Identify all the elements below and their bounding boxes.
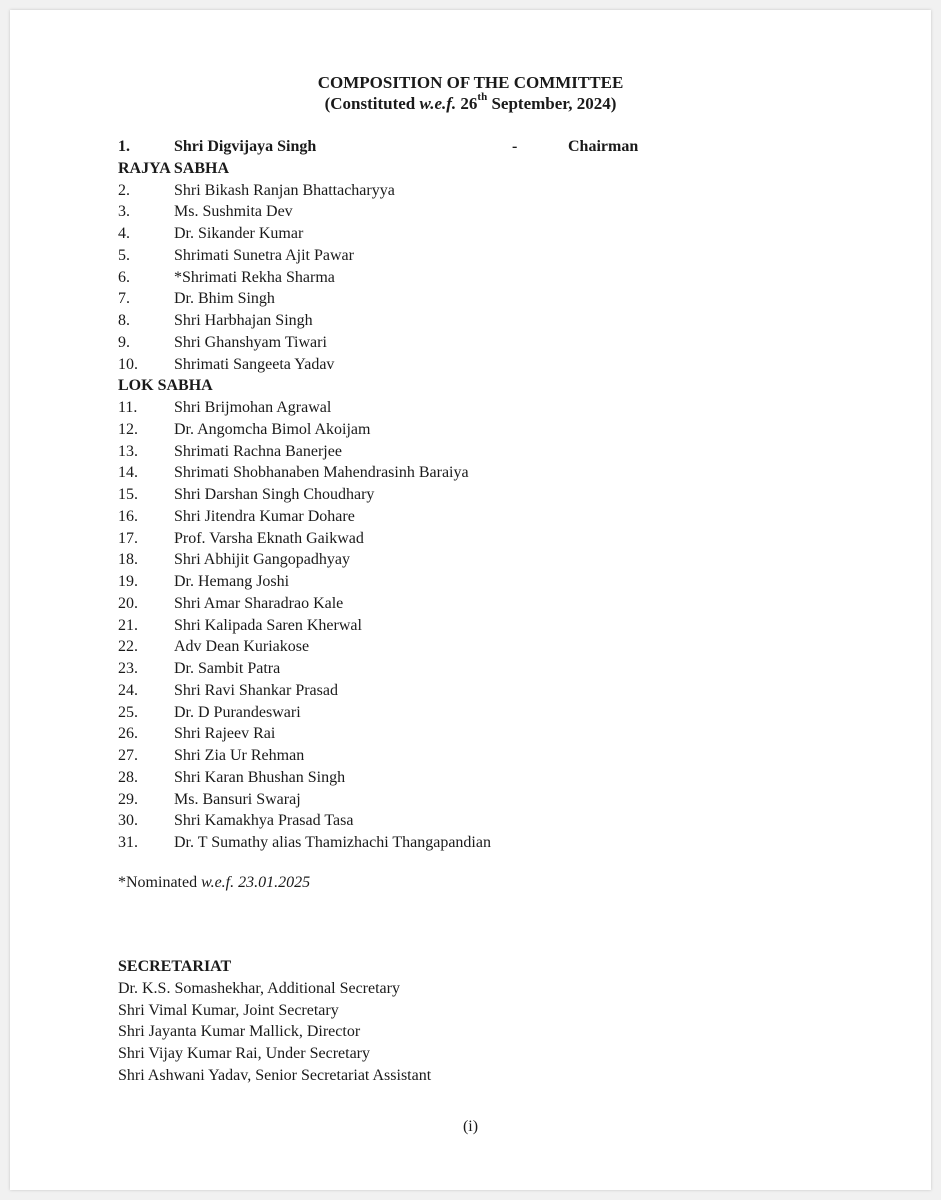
member-name: Shri Kalipada Saren Kherwal xyxy=(174,616,362,634)
lok-sabha-members xyxy=(118,397,838,854)
member-name: Ms. Bansuri Swaraj xyxy=(174,790,301,808)
chairman-role: Chairman xyxy=(568,138,639,155)
member-name: Shrimati Sangeeta Yadav xyxy=(174,355,335,373)
member-row xyxy=(118,528,838,550)
member-number: 21. xyxy=(118,616,138,634)
member-row xyxy=(118,245,838,267)
member-number: 15. xyxy=(118,486,138,503)
secretariat-heading: SECRETARIAT xyxy=(118,958,232,975)
nomination-note xyxy=(118,872,310,894)
member-number: 31. xyxy=(118,834,138,851)
member-name: Shrimati Rachna Banerjee xyxy=(174,442,342,460)
member-number: 25. xyxy=(118,703,138,721)
member-name: Ms. Sushmita Dev xyxy=(174,203,293,221)
member-number: 2. xyxy=(118,181,130,199)
member-number: 23. xyxy=(118,660,138,677)
member-row xyxy=(118,310,838,332)
member-row xyxy=(118,767,838,789)
member-name: Dr. Angomcha Bimol Akoijam xyxy=(174,420,371,438)
member-row xyxy=(118,789,838,811)
member-row xyxy=(118,593,838,615)
member-row xyxy=(118,288,838,310)
member-number: 28. xyxy=(118,768,138,786)
member-row xyxy=(118,658,838,680)
member-number: 16. xyxy=(118,507,138,525)
member-name: Shri Jitendra Kumar Dohare xyxy=(174,507,355,525)
member-number: 22. xyxy=(118,638,138,656)
member-number: 1. xyxy=(118,138,130,155)
member-name: Shri Ravi Shankar Prasad xyxy=(174,681,338,699)
member-number: 10. xyxy=(118,355,138,373)
member-number: 12. xyxy=(118,420,138,438)
member-name: Dr. Sikander Kumar xyxy=(174,225,304,242)
member-row xyxy=(118,354,838,376)
member-name: Shri Amar Sharadrao Kale xyxy=(174,594,344,612)
secretariat-member: Dr. K.S. Somashekhar, Additional Secretary xyxy=(118,979,400,997)
page-number: (i) xyxy=(462,1118,479,1135)
member-name: Shri Zia Ur Rehman xyxy=(174,747,305,764)
member-name: *Shrimati Rekha Sharma xyxy=(174,268,335,286)
member-name: Dr. T Sumathy alias Thamizhachi Thangapandian xyxy=(174,834,491,851)
member-number: 13. xyxy=(118,442,138,460)
secretariat-member: Shri Ashwani Yadav, Senior Secretariat Assistant xyxy=(118,1066,432,1084)
secretariat-member: Shri Jayanta Kumar Mallick, Director xyxy=(118,1023,361,1041)
member-row xyxy=(118,615,838,637)
member-row xyxy=(118,267,838,289)
member-number: 3. xyxy=(118,203,130,221)
member-row xyxy=(118,441,838,463)
member-number: 26. xyxy=(118,725,138,743)
member-row xyxy=(118,223,838,245)
subtitle-day: 26 xyxy=(456,94,478,113)
member-name: Shri Rajeev Rai xyxy=(174,725,276,743)
member-number: 9. xyxy=(118,333,130,351)
member-row xyxy=(118,810,838,832)
subtitle-prefix: (Constituted xyxy=(324,94,420,113)
member-number: 24. xyxy=(118,681,138,699)
member-name: Shri Ghanshyam Tiwari xyxy=(174,333,327,351)
member-row xyxy=(118,506,838,528)
member-name: Dr. Bhim Singh xyxy=(174,290,275,308)
member-number: 5. xyxy=(118,246,130,264)
secretariat-section xyxy=(118,956,431,1087)
member-number: 14. xyxy=(118,464,138,482)
member-row xyxy=(118,702,838,724)
member-name: Shri Darshan Singh Choudhary xyxy=(174,486,375,503)
member-number: 29. xyxy=(118,790,138,808)
member-number: 11. xyxy=(118,399,138,416)
member-row xyxy=(118,397,838,419)
note-date: w.e.f. 23.01.2025 xyxy=(201,874,311,891)
member-name: Dr. Sambit Patra xyxy=(174,660,281,677)
member-name: Shri Harbhajan Singh xyxy=(174,312,313,329)
member-row xyxy=(118,180,838,202)
chairman-row xyxy=(118,136,838,158)
member-name: Shri Bikash Ranjan Bhattacharyya xyxy=(174,181,395,199)
subtitle-day-suffix: th xyxy=(477,91,488,104)
member-row xyxy=(118,636,838,658)
lok-sabha-heading: LOK SABHA xyxy=(118,377,213,395)
member-row xyxy=(118,680,838,702)
secretariat-member: Shri Vimal Kumar, Joint Secretary xyxy=(118,1001,339,1019)
member-name: Shrimati Sunetra Ajit Pawar xyxy=(174,246,354,264)
member-list xyxy=(118,136,838,854)
member-number: 19. xyxy=(118,573,138,590)
secretariat-member: Shri Vijay Kumar Rai, Under Secretary xyxy=(118,1045,371,1063)
member-row xyxy=(118,723,838,745)
member-number: 18. xyxy=(118,551,138,569)
member-name: Shri Kamakhya Prasad Tasa xyxy=(174,812,354,830)
member-row xyxy=(118,571,838,593)
committee-title: COMPOSITION OF THE COMMITTEE xyxy=(317,73,624,92)
member-number: 6. xyxy=(118,268,130,286)
member-number: 4. xyxy=(118,225,130,242)
member-row xyxy=(118,484,838,506)
member-name: Dr. Hemang Joshi xyxy=(174,573,290,590)
member-name: Shrimati Shobhanaben Mahendrasinh Baraiya xyxy=(174,464,469,482)
member-row xyxy=(118,832,838,854)
note-prefix: *Nominated xyxy=(118,874,202,891)
subtitle-suffix: September, 2024) xyxy=(487,94,617,113)
subtitle-wef: w.e.f. xyxy=(419,94,457,113)
member-name: Prof. Varsha Eknath Gaikwad xyxy=(174,529,364,547)
member-row xyxy=(118,332,838,354)
constitution-date-subtitle xyxy=(0,93,941,115)
chairman-dash: - xyxy=(512,138,518,155)
member-row xyxy=(118,745,838,767)
member-name: Shri Brijmohan Agrawal xyxy=(174,399,332,416)
member-row xyxy=(118,462,838,484)
member-number: 8. xyxy=(118,312,130,329)
member-number: 27. xyxy=(118,747,138,764)
member-name: Adv Dean Kuriakose xyxy=(174,638,310,656)
member-row xyxy=(118,201,838,223)
member-number: 20. xyxy=(118,594,138,612)
member-row xyxy=(118,419,838,441)
member-number: 30. xyxy=(118,812,138,830)
rajya-sabha-heading: RAJYA SABHA xyxy=(118,159,229,177)
member-name: Shri Abhijit Gangopadhyay xyxy=(174,551,350,569)
rajya-sabha-members xyxy=(118,180,838,376)
member-name: Dr. D Purandeswari xyxy=(174,703,301,721)
member-name: Shri Karan Bhushan Singh xyxy=(174,768,346,786)
secretariat-list xyxy=(118,978,431,1087)
member-number: 7. xyxy=(118,290,130,308)
member-number: 17. xyxy=(118,529,138,547)
chairman-name: Shri Digvijaya Singh xyxy=(174,138,317,155)
member-row xyxy=(118,549,838,571)
